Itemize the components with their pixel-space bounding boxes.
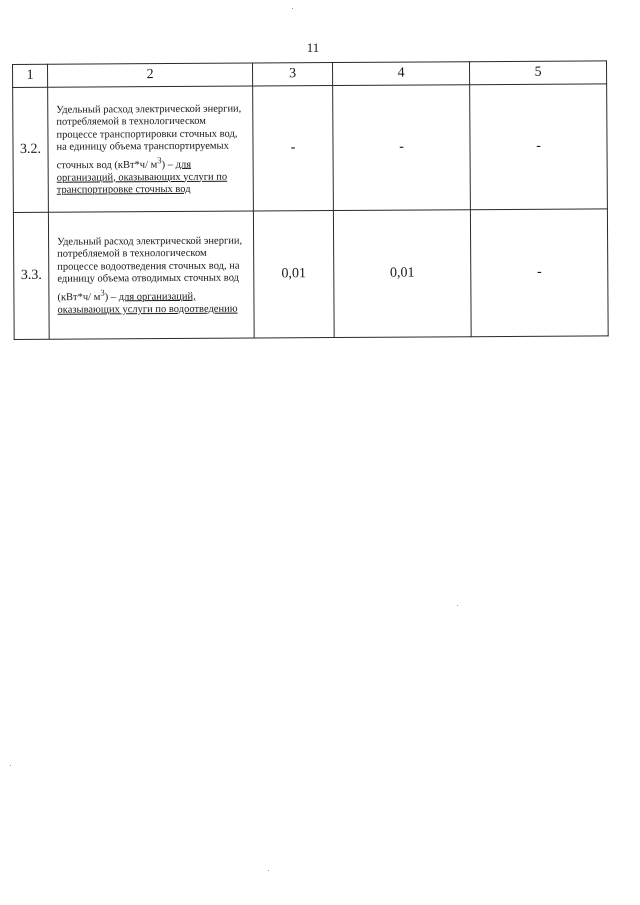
cell-col4: 0,01 [333, 210, 471, 338]
row-description [48, 86, 254, 212]
row-description [48, 211, 254, 339]
description-underlined: для организаций, оказывающих услуги по транспортировке сточных вод [56, 158, 228, 196]
scan-speck [292, 8, 293, 9]
cell-col5: - [470, 209, 608, 337]
description-tail: ) – [104, 291, 119, 303]
cell-col3: - [253, 86, 334, 211]
header-cell-1: 1 [13, 64, 48, 87]
indicators-table [12, 60, 609, 340]
scan-speck [268, 870, 269, 871]
superscript: 3 [157, 154, 162, 165]
description-text: Удельный расход электрической энергии, потребляемой в технологическом процессе транспортировки сточных вод, на единицу объема транспортируемых сточных вод (кВт*ч/ м [56, 103, 242, 171]
description-tail: ) – [161, 159, 176, 171]
description-underlined: для организаций, оказывающих услуги по водоотведению [57, 291, 238, 316]
table-row [13, 209, 608, 340]
page-number: 11 [306, 40, 320, 55]
cell-col4: - [333, 85, 471, 211]
cell-col5: - [470, 84, 608, 210]
superscript: 3 [100, 287, 105, 298]
table-row [13, 84, 608, 213]
description-text: Удельный расход электрической энергии, потребляемой в технологическом процессе водоотведения сточных вод, на единицу объема отводимых сточных вод (кВт*ч/ м [57, 235, 243, 303]
row-number: 3.3. [13, 212, 49, 339]
header-cell-5: 5 [469, 61, 606, 85]
header-cell-3: 3 [252, 63, 332, 86]
cell-col3: 0,01 [253, 211, 334, 338]
scan-speck [457, 605, 458, 606]
row-number: 3.2. [13, 87, 49, 212]
header-cell-2: 2 [48, 63, 253, 87]
header-cell-4: 4 [332, 62, 469, 86]
scan-speck [10, 765, 11, 766]
